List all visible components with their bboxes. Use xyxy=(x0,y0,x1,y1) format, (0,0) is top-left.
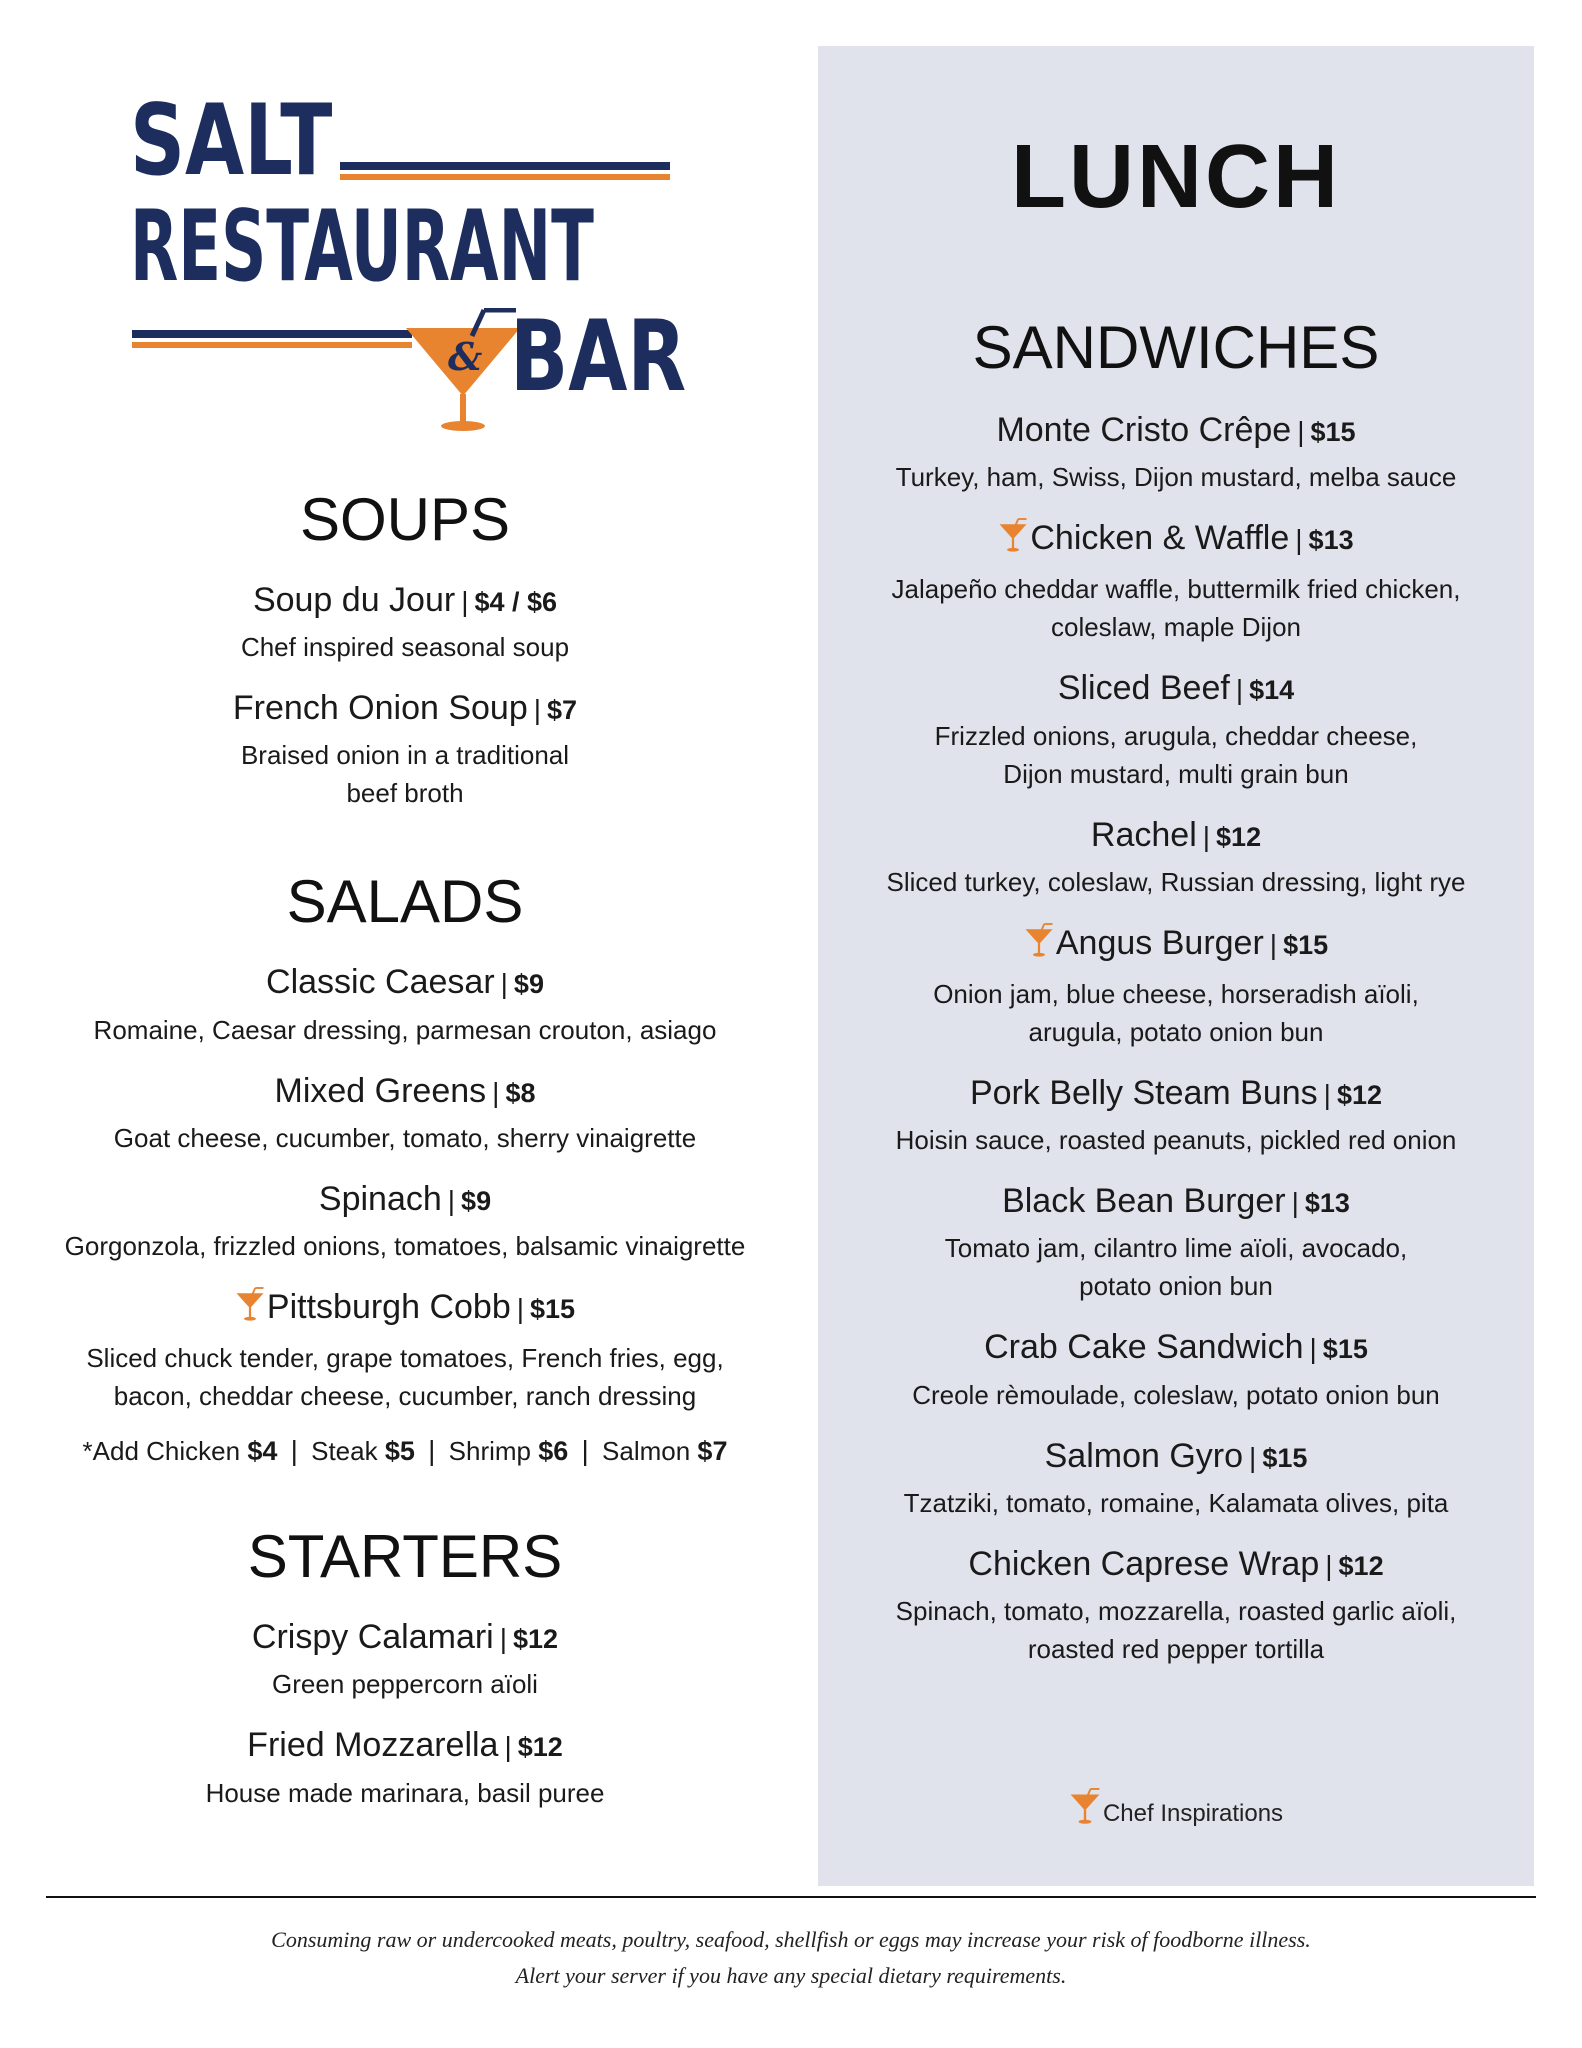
menu-item-heading xyxy=(818,666,1534,710)
menu-item-name: French Onion Soup xyxy=(232,689,528,728)
menu-item-heading xyxy=(40,1177,770,1221)
menu-item xyxy=(818,813,1534,901)
menu-item-name: Chicken Caprese Wrap xyxy=(968,1544,1320,1583)
price-separator: | xyxy=(1235,674,1244,706)
menu-item xyxy=(818,1071,1534,1159)
description-line: Sliced chuck tender, grape tomatoes, French fries, egg, xyxy=(86,1343,724,1374)
description-line: House made marinara, basil puree xyxy=(205,1777,605,1808)
description-line: Romaine, Caesar dressing, parmesan crouton, asiago xyxy=(93,1014,717,1045)
menu-item xyxy=(818,1179,1534,1305)
menu-item xyxy=(818,1542,1534,1668)
martini-glass-icon xyxy=(235,1287,265,1333)
menu-item xyxy=(40,1177,770,1265)
menu-item-description xyxy=(818,570,1534,646)
martini-glass-icon xyxy=(1069,1788,1101,1832)
menu-item-name: Soup du Jour xyxy=(252,581,456,619)
menu-item-price: $12 xyxy=(517,1732,563,1763)
menu-item-description xyxy=(818,1121,1534,1159)
menu-item-name: Spinach xyxy=(318,1179,442,1218)
logo-stripe-bottom xyxy=(132,330,412,338)
description-line: Chef inspired seasonal soup xyxy=(240,632,570,663)
description-line: Onion jam, blue cheese, horseradish aïoli, xyxy=(933,978,1419,1009)
menu-item-price: $12 xyxy=(513,1624,559,1655)
logo-bar: BAR xyxy=(510,300,687,414)
menu-item-price: $12 xyxy=(1216,821,1262,852)
menu-item xyxy=(40,686,770,812)
menu-item-heading xyxy=(40,1069,770,1113)
menu-item-name: Fried Mozzarella xyxy=(247,1726,499,1765)
menu-item-description xyxy=(818,975,1534,1051)
menu-item-description xyxy=(40,1227,770,1265)
section-title-soups: SOUPS xyxy=(299,486,511,553)
section-title-sandwiches: SANDWICHES xyxy=(972,314,1380,381)
price-separator: | xyxy=(499,1623,508,1655)
price-separator: | xyxy=(1249,1441,1257,1473)
menu-item-name: Pittsburgh Cobb xyxy=(266,1287,511,1326)
menu-item-name: Monte Cristo Crêpe xyxy=(996,411,1292,449)
menu-item-description xyxy=(818,1484,1534,1522)
price-separator: | xyxy=(1323,1078,1331,1110)
menu-item-heading xyxy=(818,408,1534,452)
menu-item-heading xyxy=(818,921,1534,969)
menu-item-price: $13 xyxy=(1304,1188,1350,1219)
description-line: Tzatziki, tomato, romaine, Kalamata olives, pita xyxy=(903,1487,1449,1518)
description-line: arugula, potato onion bun xyxy=(1028,1016,1324,1047)
section-title-starters: STARTERS xyxy=(247,1523,563,1591)
menu-item-price: $12 xyxy=(1338,1550,1384,1581)
restaurant-logo xyxy=(130,80,687,450)
menu-item-name: Pork Belly Steam Buns xyxy=(969,1073,1318,1112)
description-line: roasted red pepper tortilla xyxy=(1027,1633,1325,1664)
menu-item-heading xyxy=(818,1434,1534,1478)
menu-item xyxy=(40,1723,770,1811)
menu-item-description xyxy=(40,1339,770,1415)
salad-addons: *Add Chicken $4 | Steak $5 | Shrimp $6 | Salmon $7 xyxy=(82,1435,728,1467)
menu-item xyxy=(40,960,770,1048)
description-line: Frizzled onions, arugula, cheddar cheese, xyxy=(934,720,1418,751)
logo-stripe-bottom-accent xyxy=(132,342,412,348)
logo-salt: SALT xyxy=(130,84,333,198)
menu-item-description xyxy=(818,1376,1534,1414)
menu-item-price: $15 xyxy=(530,1293,576,1324)
menu-item-heading xyxy=(40,1615,770,1659)
menu-item-heading xyxy=(818,1179,1534,1223)
price-separator: | xyxy=(1295,524,1303,556)
price-separator: | xyxy=(500,968,508,1000)
menu-item-description xyxy=(818,458,1534,496)
description-line: Turkey, ham, Swiss, Dijon mustard, melba sauce xyxy=(895,462,1457,493)
description-line: Spinach, tomato, mozzarella, roasted garlic aïoli, xyxy=(895,1595,1457,1626)
price-separator: | xyxy=(533,694,542,726)
menu-item-price: $9 xyxy=(461,1185,492,1216)
lunch-panel xyxy=(818,46,1534,1886)
description-line: Hoisin sauce, roasted peanuts, pickled red onion xyxy=(895,1125,1457,1156)
martini-glass-icon xyxy=(1024,923,1054,969)
menu-item xyxy=(818,666,1534,792)
price-separator: | xyxy=(1291,1187,1299,1219)
description-line: coleslaw, maple Dijon xyxy=(1050,612,1301,643)
menu-item xyxy=(818,1325,1534,1413)
menu-item xyxy=(40,1615,770,1703)
price-separator: | xyxy=(492,1076,500,1108)
soups-section xyxy=(40,486,770,812)
menu-item xyxy=(40,1285,770,1415)
description-line: Green peppercorn aïoli xyxy=(272,1669,538,1700)
price-separator: | xyxy=(1297,416,1305,447)
description-line: beef broth xyxy=(346,778,464,809)
logo-stripe-top xyxy=(340,162,670,170)
menu-item-description xyxy=(40,1011,770,1049)
menu-item-description xyxy=(818,863,1534,901)
menu-item-heading xyxy=(40,1285,770,1333)
menu-item-name: Chicken & Waffle xyxy=(1030,519,1290,558)
menu-item-name: Crab Cake Sandwich xyxy=(984,1328,1304,1367)
menu-item-price: $13 xyxy=(1308,525,1354,556)
menu-item-price: $14 xyxy=(1249,675,1295,706)
menu-item-name: Angus Burger xyxy=(1055,923,1264,962)
description-line: Dijon mustard, multi grain bun xyxy=(1003,758,1349,789)
menu-item-heading xyxy=(40,960,770,1004)
menu-item-name: Mixed Greens xyxy=(274,1071,487,1110)
logo-stripe-top-accent xyxy=(340,174,670,180)
menu-item-heading xyxy=(818,1071,1534,1115)
lunch-title: LUNCH xyxy=(1011,127,1341,227)
price-separator: | xyxy=(461,586,469,617)
salads-section xyxy=(40,868,770,1467)
menu-item xyxy=(818,1434,1534,1522)
description-line: potato onion bun xyxy=(1079,1271,1273,1302)
description-line: Jalapeño cheddar waffle, buttermilk fried chicken, xyxy=(891,574,1461,605)
menu-item-description xyxy=(818,1592,1534,1668)
description-line: Tomato jam, cilantro lime aïoli, avocado, xyxy=(944,1233,1408,1264)
chef-inspirations-legend: Chef Inspirations xyxy=(818,1788,1534,1832)
menu-item-price: $15 xyxy=(1283,929,1329,960)
menu-item-description xyxy=(40,1119,770,1157)
menu-item-name: Salmon Gyro xyxy=(1044,1436,1244,1475)
logo-martini-icon xyxy=(398,308,528,438)
menu-item-price: $15 xyxy=(1322,1334,1368,1365)
menu-item-description xyxy=(40,628,770,666)
section-title-salads: SALADS xyxy=(286,868,524,936)
menu-item-heading xyxy=(818,813,1534,857)
description-line: bacon, cheddar cheese, cucumber, ranch dressing xyxy=(113,1381,697,1412)
description-line: Gorgonzola, frizzled onions, tomatoes, balsamic vinaigrette xyxy=(64,1230,746,1261)
price-separator: | xyxy=(1202,820,1211,852)
menu-item xyxy=(818,921,1534,1051)
menu-item-heading xyxy=(818,1542,1534,1586)
menu-item xyxy=(818,516,1534,646)
description-line: Creole rèmoulade, coleslaw, potato onion bun xyxy=(912,1379,1440,1410)
menu-item-description xyxy=(818,1229,1534,1305)
menu-item-price: $15 xyxy=(1310,417,1356,447)
menu-item-price: $8 xyxy=(505,1077,536,1108)
footer-line-2: Alert your server if you have any special dietary requirements. xyxy=(515,1963,1067,1988)
menu-item-price: $15 xyxy=(1262,1442,1308,1473)
menu-item-price: $7 xyxy=(547,695,578,726)
price-separator: | xyxy=(447,1184,456,1216)
menu-item-price: $4 / $6 xyxy=(474,587,558,617)
menu-item-name: Black Bean Burger xyxy=(1002,1182,1286,1221)
description-line: Sliced turkey, coleslaw, Russian dressing, light rye xyxy=(886,866,1466,897)
menu-item xyxy=(818,408,1534,496)
menu-item-description xyxy=(40,736,770,812)
price-separator: | xyxy=(1325,1549,1333,1581)
menu-item-name: Rachel xyxy=(1090,815,1197,854)
menu-item xyxy=(40,578,770,666)
footer-line-1: Consuming raw or undercooked meats, poultry, seafood, shellfish or eggs may increase your risk of foodborne illness. xyxy=(271,1927,1311,1952)
price-separator: | xyxy=(1309,1333,1317,1365)
left-column xyxy=(40,486,770,1872)
menu-item xyxy=(40,1069,770,1157)
price-separator: | xyxy=(1269,928,1278,960)
martini-glass-icon xyxy=(998,518,1028,564)
description-line: Braised onion in a traditional xyxy=(240,740,570,771)
logo-ampersand: & xyxy=(448,334,483,379)
menu-item-price: $12 xyxy=(1336,1079,1383,1110)
menu-item-heading xyxy=(40,1723,770,1767)
menu-item-heading xyxy=(818,1325,1534,1369)
logo-restaurant: RESTAURANT xyxy=(130,190,594,304)
menu-item-heading xyxy=(818,516,1534,564)
menu-item-heading xyxy=(40,686,770,730)
footer-divider xyxy=(46,1896,1536,1898)
price-separator: | xyxy=(516,1292,525,1324)
menu-item-description xyxy=(40,1665,770,1703)
menu-item-heading xyxy=(40,578,770,622)
menu-item-description xyxy=(818,717,1534,793)
menu-item-name: Classic Caesar xyxy=(266,963,495,1002)
menu-item-price: $9 xyxy=(513,969,544,1000)
menu-item-name: Crispy Calamari xyxy=(251,1618,494,1657)
menu-item-name: Sliced Beef xyxy=(1057,669,1230,708)
price-separator: | xyxy=(504,1731,512,1763)
footer-disclaimer xyxy=(0,1922,1582,1994)
menu-item-description xyxy=(40,1774,770,1812)
starters-section xyxy=(40,1523,770,1811)
description-line: Goat cheese, cucumber, tomato, sherry vinaigrette xyxy=(113,1122,697,1153)
